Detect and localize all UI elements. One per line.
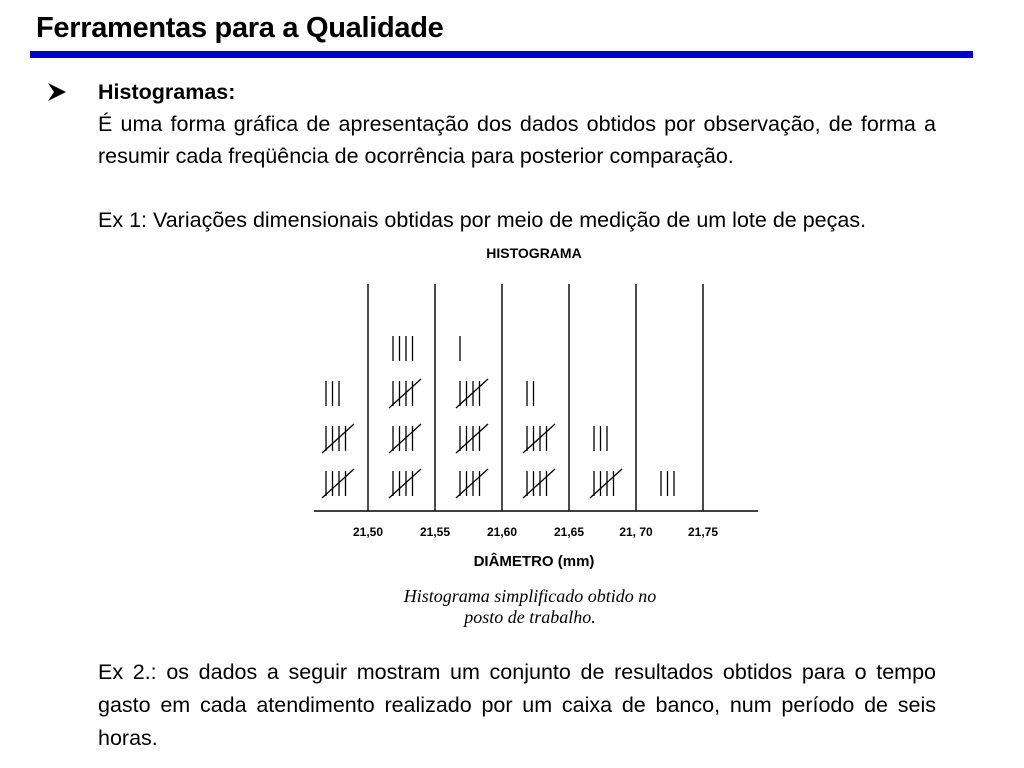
tick-label: 21, 70 <box>619 525 653 539</box>
tally-bin <box>590 426 622 498</box>
chart-title: HISTOGRAMA <box>486 245 582 261</box>
slide-title: Ferramentas para a Qualidade <box>36 12 444 44</box>
tally-bin <box>523 381 555 498</box>
tally-bin <box>456 336 488 498</box>
tally-bin <box>389 336 421 498</box>
tick-label: 21,60 <box>486 525 518 539</box>
example-2-paragraph: Ex 2.: os dados a seguir mostram um conjunto de resultados obtidos para o tempo gasto em cada atendimento realizado por um caixa de banco, num período de seis horas. <box>98 660 936 750</box>
caption-line-2: posto de trabalho. <box>464 607 596 627</box>
tick-label: 21,75 <box>687 525 719 539</box>
definition-paragraph: É uma forma gráfica de apresentação dos dados obtidos por observação, de forma a resumir cada freqüência de ocorrência para posterior comparação. <box>98 112 936 168</box>
tick-label: 21,65 <box>553 525 585 539</box>
tick-labels <box>353 525 718 539</box>
tick-label: 21,50 <box>352 525 384 539</box>
x-axis-label: DIÂMETRO (mm) <box>473 553 595 570</box>
example-1-paragraph: Ex 1: Variações dimensionais obtidas por meio de medição de um lote de peças. <box>98 208 867 232</box>
title-underline <box>30 51 973 58</box>
section-heading: Histogramas: <box>98 80 236 104</box>
tally-bin <box>322 381 354 498</box>
arrowhead-bullet-icon <box>44 80 70 104</box>
histogram-chart <box>300 236 780 636</box>
histogram-figure <box>300 236 780 636</box>
caption-line-1: Histograma simplificado obtido no <box>403 586 657 606</box>
tick-label: 21,55 <box>419 525 451 539</box>
tally-bin <box>661 471 674 496</box>
tally-columns <box>322 284 703 511</box>
